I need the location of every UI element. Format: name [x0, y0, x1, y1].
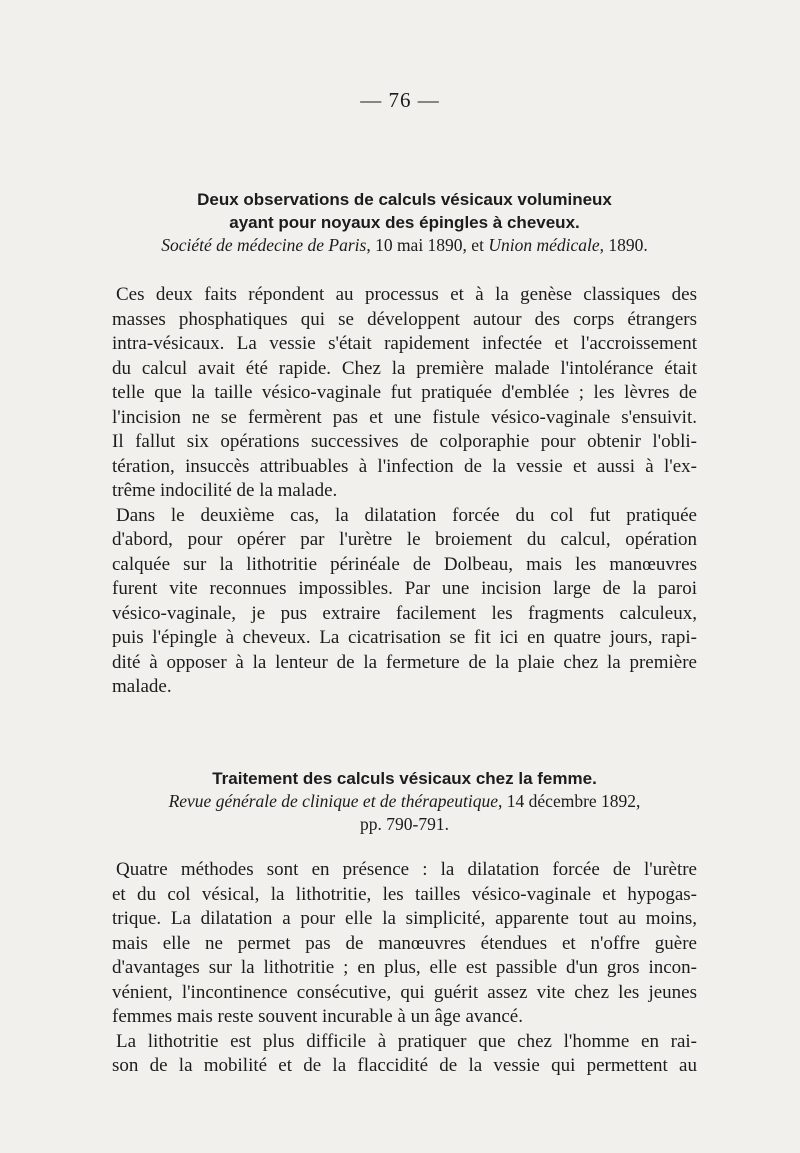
body-line: tération, insuccès attribuables à l'infection de la vessie et aussi à l'ex-	[112, 455, 697, 477]
body-line: trême indocilité de la malade.	[112, 480, 338, 501]
body-line: d'abord, pour opérer par l'urètre le broiement du calcul, opération	[112, 529, 697, 550]
section-1-source-journal-2: Union médicale	[488, 235, 600, 255]
body-line: malade.	[112, 676, 172, 697]
section-2-title: Traitement des calculs vésicaux chez la femme.	[212, 769, 597, 788]
body-line: du calcul avait été rapide. Chez la première malade l'intolérance était	[112, 357, 697, 379]
body-line: vénient, l'incontinence consécutive, qui guérit assez vite chez les jeunes	[112, 981, 697, 1003]
section-2-source-pages: pp. 790-791.	[360, 814, 449, 834]
section-1-title-line-2: ayant pour noyaux des épingles à cheveux.	[229, 213, 580, 232]
body-line: d'avantages sur la lithotritie ; en plus, elle est passible d'un gros incon-	[112, 957, 697, 978]
body-line: intra-vésicaux. La vessie s'était rapidement infectée et l'accroissement	[112, 333, 697, 354]
section-1-title-line-1: Deux observations de calculs vésicaux volumineux	[197, 190, 612, 209]
body-line: telle que la taille vésico-vaginale fut pratiquée d'emblée ; les lèvres de	[112, 382, 697, 403]
section-2-body	[112, 858, 697, 1079]
body-line: et du col vésical, la lithotritie, les tailles vésico-vaginale et hypogas-	[112, 883, 697, 905]
section-1-header	[112, 188, 697, 257]
body-line: furent vite reconnues impossibles. Par une incision large de la paroi	[112, 578, 697, 599]
section-2-paragraphs	[112, 858, 697, 1079]
body-line: vésico-vaginale, je pus extraire facilement les fragments calculeux,	[112, 602, 697, 624]
section-2-header	[112, 767, 697, 836]
section-1-source-date-1: , 10 mai 1890, et	[366, 235, 489, 255]
body-line: La lithotritie est plus difficile à pratiquer que chez l'homme en rai-	[116, 1030, 697, 1052]
body-line: calquée sur la lithotritie périnéale de Dolbeau, mais les manœuvres	[112, 553, 697, 575]
body-line: puis l'épingle à cheveux. La cicatrisation se fit ici en quatre jours, rapi-	[112, 627, 697, 648]
section-2-source-date: , 14 décembre 1892,	[498, 791, 641, 811]
body-line: femmes mais reste souvent incurable à un âge avancé.	[112, 1006, 523, 1027]
body-line: l'incision ne se fermèrent pas et une fistule vésico-vaginale s'ensuivit.	[112, 406, 697, 428]
body-line: Ces deux faits répondent au processus et à la genèse classiques des	[116, 284, 697, 305]
body-line: trique. La dilatation a pour elle la simplicité, apparente tout au moins,	[112, 908, 697, 929]
section-2-source	[112, 790, 697, 813]
body-line: Il fallut six opérations successives de colporaphie pour obtenir l'obli-	[112, 431, 697, 452]
body-line: masses phosphatiques qui se développent autour des corps étrangers	[112, 308, 697, 330]
section-1-source	[112, 234, 697, 257]
page-number: — 76 —	[360, 88, 440, 112]
body-line: Dans le deuxième cas, la dilatation forcée du col fut pratiquée	[116, 504, 697, 526]
body-line: Quatre méthodes sont en présence : la dilatation forcée de l'urètre	[116, 859, 697, 880]
section-1-paragraphs	[112, 283, 697, 700]
body-line: mais elle ne permet pas de manœuvres étendues et n'offre guère	[112, 932, 697, 954]
section-2-source-journal: Revue générale de clinique et de thérapeutique	[168, 791, 499, 811]
section-1-source-journal-1: Société de médecine de Paris	[161, 235, 367, 255]
section-1-source-date-2: , 1890.	[599, 235, 648, 255]
body-line: dité à opposer à la lenteur de la fermeture de la plaie chez la première	[112, 651, 697, 673]
section-1-body	[112, 283, 697, 700]
body-line: son de la mobilité et de la flaccidité de la vessie qui permettent au	[112, 1055, 697, 1076]
